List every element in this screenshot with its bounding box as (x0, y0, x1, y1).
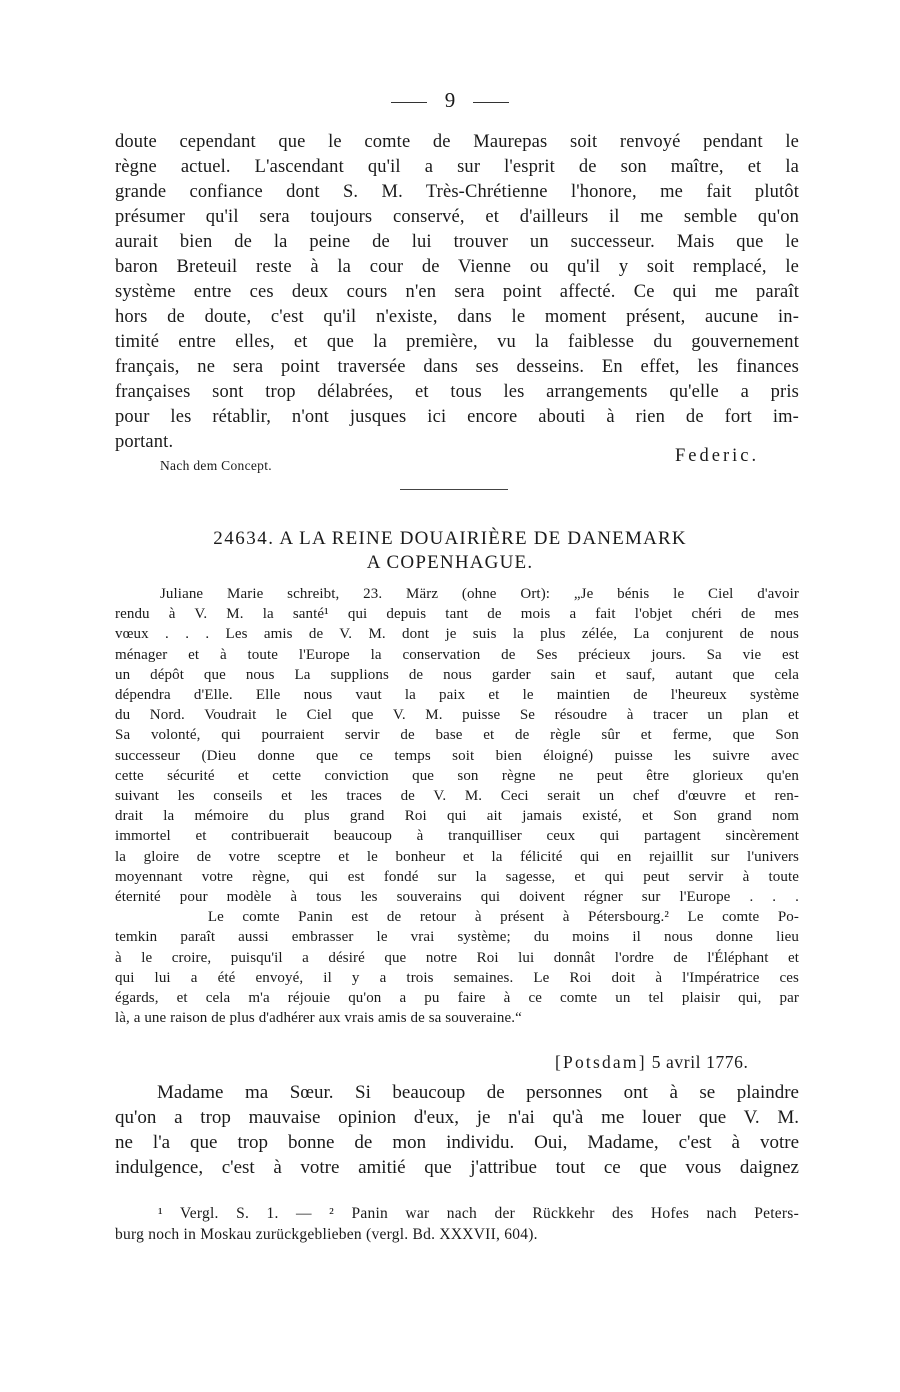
source-note: Nach dem Concept. (160, 458, 272, 473)
header-rule-right (473, 102, 509, 103)
body-line: portant. (115, 432, 174, 452)
intro-line: éternité pour modèle à tous les souverains qui doivent régner sur l'Europe . . . (115, 889, 799, 906)
intro-line: vœux . . . Les amis de V. M. dont je suis la plus zélée, La conjurent de nous (115, 626, 799, 643)
intro-line: rendu à V. M. la santé¹ qui depuis tant de mois a fait l'objet chéri de mes (115, 606, 799, 623)
body-line: français, ne sera point traversée dans ses desseins. En effet, les finances (115, 357, 799, 377)
intro-line: égards, et cela m'a réjouie qu'on a pu faire à ce comte un tel plaisir qui, par (115, 990, 799, 1007)
intro-line: moyennant votre règne, qui est fondé sur la sagesse, et qui peut servir à toute (115, 868, 799, 885)
body-line: aurait bien de la peine de lui trouver un successeur. Mais que le (115, 232, 799, 252)
body-line: système entre ces deux cours n'en sera point affecté. Ce qui me paraît (115, 282, 799, 302)
body-line: règne actuel. L'ascendant qu'il a sur l'esprit de son maître, et la (115, 157, 799, 177)
intro-line: drait la mémoire du plus grand Roi qui ait jamais existé, et Son grand nom (115, 808, 799, 825)
intro-line: Le comte Panin est de retour à présent à Pétersbourg.² Le comte Po- (115, 909, 799, 926)
dateline-date: 5 avril 1776. (651, 1052, 749, 1072)
intro-excerpt (115, 584, 799, 1028)
intro-line: un dépôt que nous La supplions de nous garder sain et sauf, autant que cela (115, 666, 799, 683)
letter-line: indulgence, c'est à votre amitié que j'attribue tout ce que vous daignez (115, 1157, 799, 1178)
letter-line: qu'on a trop mauvaise opinion d'eux, je n'ai qu'à me louer que V. M. (115, 1107, 799, 1128)
document-title: A LA REINE DOUAIRIÈRE DE DANEMARK (279, 528, 687, 549)
body-line: timité entre elles, et que la première, vu la faiblesse du gouvernement (115, 332, 799, 352)
body-line: grande confiance dont S. M. Très-Chrétienne l'honore, me fait plutôt (115, 182, 799, 202)
header-rule-left (391, 102, 427, 103)
body-line: hors de doute, c'est qu'il n'existe, dans le moment présent, aucune in- (115, 307, 799, 327)
document-heading (0, 527, 900, 575)
intro-line: suivant les conseils et les traces de V. M. Ceci serait un chef d'œuvre et ren- (115, 788, 799, 805)
page-number: 9 (444, 88, 456, 112)
intro-line: cette sécurité et cette conviction que son règne ne peut être glorieux qu'en (115, 767, 799, 784)
body-paragraph (115, 130, 799, 455)
footnotes (115, 1203, 799, 1245)
intro-line: Sa volonté, qui pourraient servir de base et de règle sûr et ferme, que Son (115, 727, 799, 744)
intro-line: dépendra d'Elle. Elle nous vaut la paix et le maintien de l'heureux système (115, 687, 799, 704)
footnote-line: burg noch in Moskau zurückgeblieben (vergl. Bd. XXXVII, 604). (115, 1226, 538, 1243)
document-number: 24634. (213, 528, 275, 549)
letter-line: Madame ma Sœur. Si beaucoup de personnes ont à se plaindre (157, 1082, 799, 1103)
document-title-line1 (0, 527, 900, 551)
intro-line: immortel et contribuerait beaucoup à tranquilliser ceux qui partagent sincèrement (115, 828, 799, 845)
dateline-place: [Potsdam] (555, 1052, 647, 1072)
letter-body (115, 1080, 799, 1180)
intro-line: qui lui a été envoyé, il y a trois semaines. Le Roi doit à l'Impératrice ces (115, 969, 799, 986)
dateline (555, 1052, 748, 1073)
body-line: doute cependant que le comte de Maurepas soit renvoyé pendant le (115, 132, 799, 152)
intro-line: la gloire de votre sceptre et le bonheur et la félicité qui en rejaillit sur l'univers (115, 848, 799, 865)
body-line: pour les rétablir, n'ont jusques ici encore abouti à rien de fort im- (115, 407, 799, 427)
body-line: françaises sont trop délabrées, et tous les arrangements qu'elle a pris (115, 382, 799, 402)
document-title-line2: A COPENHAGUE. (366, 552, 534, 573)
intro-line: ménager et à toute l'Europe la conservation de Ses précieux jours. Sa vie est (115, 646, 799, 663)
section-divider (400, 489, 508, 490)
body-line: baron Breteuil reste à la cour de Vienne ou qu'il y soit remplacé, le (115, 257, 799, 277)
signature: Federic. (675, 446, 760, 466)
intro-line: à le croire, puisqu'il a désiré que notre Roi lui donnât l'ordre de l'Éléphant et (115, 949, 799, 966)
letter-line: ne l'a que trop bonne de mon individu. Oui, Madame, c'est à votre (115, 1132, 799, 1153)
intro-line: temkin paraît aussi embrasser le vrai système; du moins il nous donne lieu (115, 929, 799, 946)
footnote-line: ¹ Vergl. S. 1. — ² Panin war nach der Rückkehr des Hofes nach Peters- (158, 1205, 799, 1222)
intro-line: là, a une raison de plus d'adhérer aux vrais amis de sa souveraine.“ (115, 1010, 522, 1027)
intro-line: Juliane Marie schreibt, 23. März (ohne Ort): „Je bénis le Ciel d'avoir (160, 586, 799, 602)
body-line: présumer qu'il sera toujours conservé, et d'ailleurs il me semble qu'on (115, 207, 799, 227)
page-header (0, 88, 900, 112)
intro-line: successeur (Dieu donne que ce temps soit bien éloigné) puisse les suivre avec (115, 747, 799, 764)
intro-line: du Nord. Voudrait le Ciel que V. M. puisse Se résoudre à tracer un plan et (115, 707, 799, 724)
